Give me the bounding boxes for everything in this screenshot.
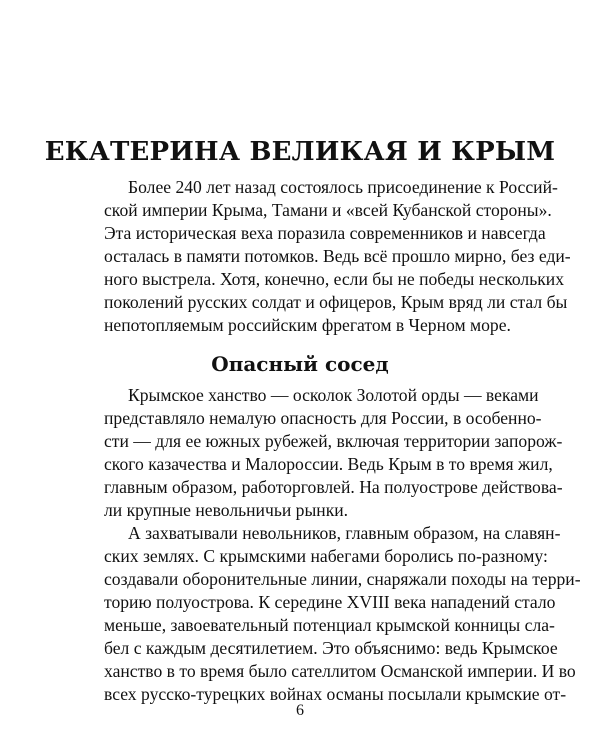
text-line: торию полуострова. К середине XVIII века нападений стало [104,592,556,612]
text-line: ского казачества и Малороссии. Ведь Крым в то время жил, [104,454,553,474]
text-line: ханство в то время было сателлитом Османской империи. И во [104,661,576,681]
text-line: ских землях. С крымскими набегами боролись по-разному: [104,546,548,566]
text-line: ли крупные невольничьи рынки. [104,500,349,520]
text-line: всех русско-турецких войнах османы посылали крымские от- [104,684,567,704]
text-line: непотопляемым российским фрегатом в Черном море. [104,315,511,335]
text-line: сти — для ее южных рубежей, включая территории запорож- [104,431,563,451]
paragraph-1 [104,384,563,522]
page-number: 6 [296,702,304,719]
text-line: Более 240 лет назад состоялось присоединение к Россий- [128,177,558,197]
paragraph-2 [104,522,581,706]
text-line: меньше, завоевательный потенциал крымской конницы сла- [104,615,555,635]
intro-paragraph [104,176,571,337]
text-line: главным образом, работорговлей. На полуострове действова- [104,477,563,497]
text-line: бел с каждым десятилетием. Это объяснимо: ведь Крымское [104,638,558,658]
text-line: ской империи Крыма, Тамани и «всей Кубанской стороны». [104,200,552,220]
text-line: осталась в памяти потомков. Ведь всё прошло мирно, без еди- [104,246,571,266]
text-line: поколений русских солдат и офицеров, Крым вряд ли стал бы [104,292,568,312]
text-line: ного выстрела. Хотя, конечно, если бы не победы нескольких [104,269,564,289]
text-line: создавали оборонительные линии, снаряжали походы на терри- [104,569,581,589]
chapter-title: ЕКАТЕРИНА ВЕЛИКАЯ И КРЫМ [44,137,556,167]
text-line: А захватывали невольников, главным образом, на славян- [128,523,561,543]
text-line: представляло немалую опасность для России, в особенно- [104,408,542,428]
text-line: Эта историческая веха поразила современников и навсегда [104,223,546,243]
section-title: Опасный сосед [211,352,389,376]
text-line: Крымское ханство — осколок Золотой орды — веками [128,385,539,405]
